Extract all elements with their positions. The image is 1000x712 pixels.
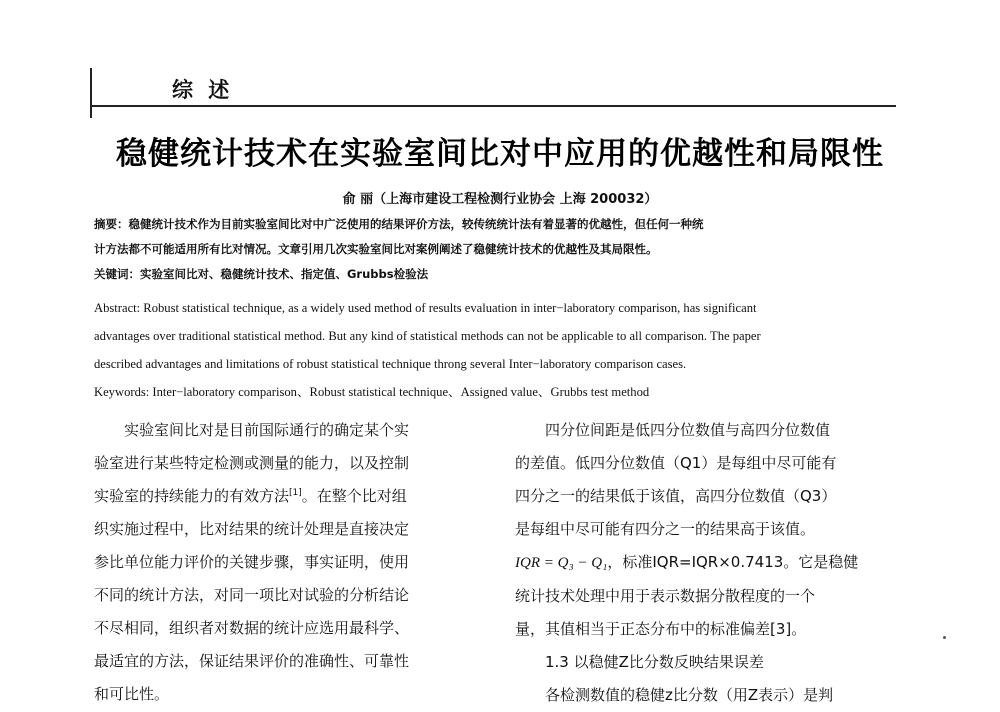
body-line: 四分之一的结果低于该值，高四分位数值（Q3） [515, 487, 837, 505]
keywords-english: Keywords: Inter−laboratory comparison、Robust statistical technique、Assigned value、Grubbs test method [94, 385, 650, 399]
body-line: 量，其值相当于正态分布中的标准偏差[3]。 [515, 620, 807, 638]
header-vertical-rule [90, 68, 92, 118]
author-affiliation: 俞 丽（上海市建设工程检测行业协会 上海 200032） [342, 192, 658, 207]
abstract-en-line: advantages over traditional statistical method. But any kind of statistical methods can not be applicable to all comparison. The paper [94, 329, 761, 343]
iqr-formula: IQR = Q₃ − Q₁ [515, 555, 608, 571]
citation-ref: [1] [289, 488, 302, 498]
article-title: 稳健统计技术在实验室间比对中应用的优越性和局限性 [116, 136, 884, 172]
body-line: 的差值。低四分位数值（Q1）是每组中尽可能有 [515, 454, 837, 472]
body-line: 织实施过程中，比对结果的统计处理是直接决定 [94, 520, 410, 538]
body-line: 参比单位能力评价的关键步骤，事实证明，使用 [94, 553, 410, 571]
body-line: 不尽相同，组织者对数据的统计应选用最科学、 [94, 619, 410, 637]
body-line: 是每组中尽可能有四分之一的结果高于该值。 [515, 520, 816, 538]
body-text: ，标准IQR=IQR×0.7413。它是稳健 [607, 553, 859, 571]
abstract-cn-line: 摘要：稳健统计技术作为目前实验室间比对中广泛使用的结果评价方法，较传统统计法有着显著的优越性，但任何一种统 [94, 217, 704, 231]
body-line: 验室进行某些特定检测或测量的能力，以及控制 [94, 454, 410, 472]
body-line: 各检测数值的稳健z比分数（用Z表示）是判 [545, 686, 834, 704]
body-line: 统计技术处理中用于表示数据分散程度的一个 [515, 587, 816, 605]
abstract-en-line: Abstract: Robust statistical technique, as a widely used method of results evaluation in inter−laboratory comparison, has significant [94, 301, 757, 315]
body-text: 。在整个比对组 [301, 487, 407, 505]
abstract-english [94, 294, 900, 406]
abstract-cn-line: 计方法都不可能适用所有比对情况。文章引用几次实验室间比对案例阐述了稳健统计技术的优越性及其局限性。 [94, 242, 658, 256]
body-text: 实验室的持续能力的有效方法 [94, 487, 290, 505]
header-horizontal-rule [90, 105, 896, 107]
section-label: 综 述 [172, 78, 234, 102]
body-line: 实验室间比对是目前国际通行的确定某个实 [124, 421, 410, 439]
body-right-column [515, 414, 901, 712]
body-line [94, 480, 480, 513]
abstract-chinese [94, 212, 900, 287]
abstract-en-line: described advantages and limitations of robust statistical technique throng several Inter−laboratory comparison cases. [94, 357, 687, 371]
body-line: 四分位间距是低四分位数值与高四分位数值 [545, 421, 831, 439]
subsection-heading: 1.3 以稳健Z比分数反映结果误差 [545, 653, 764, 671]
body-line: 和可比性。 [94, 685, 170, 703]
body-line [515, 546, 901, 580]
scan-speck [943, 636, 946, 639]
body-line: 最适宜的方法，保证结果评价的准确性、可靠性 [94, 652, 410, 670]
body-left-column [94, 414, 480, 711]
keywords-chinese: 关键词：实验室间比对、稳健统计技术、指定值、Grubbs检验法 [94, 267, 429, 281]
body-line: 不同的统计方法，对同一项比对试验的分析结论 [94, 586, 410, 604]
